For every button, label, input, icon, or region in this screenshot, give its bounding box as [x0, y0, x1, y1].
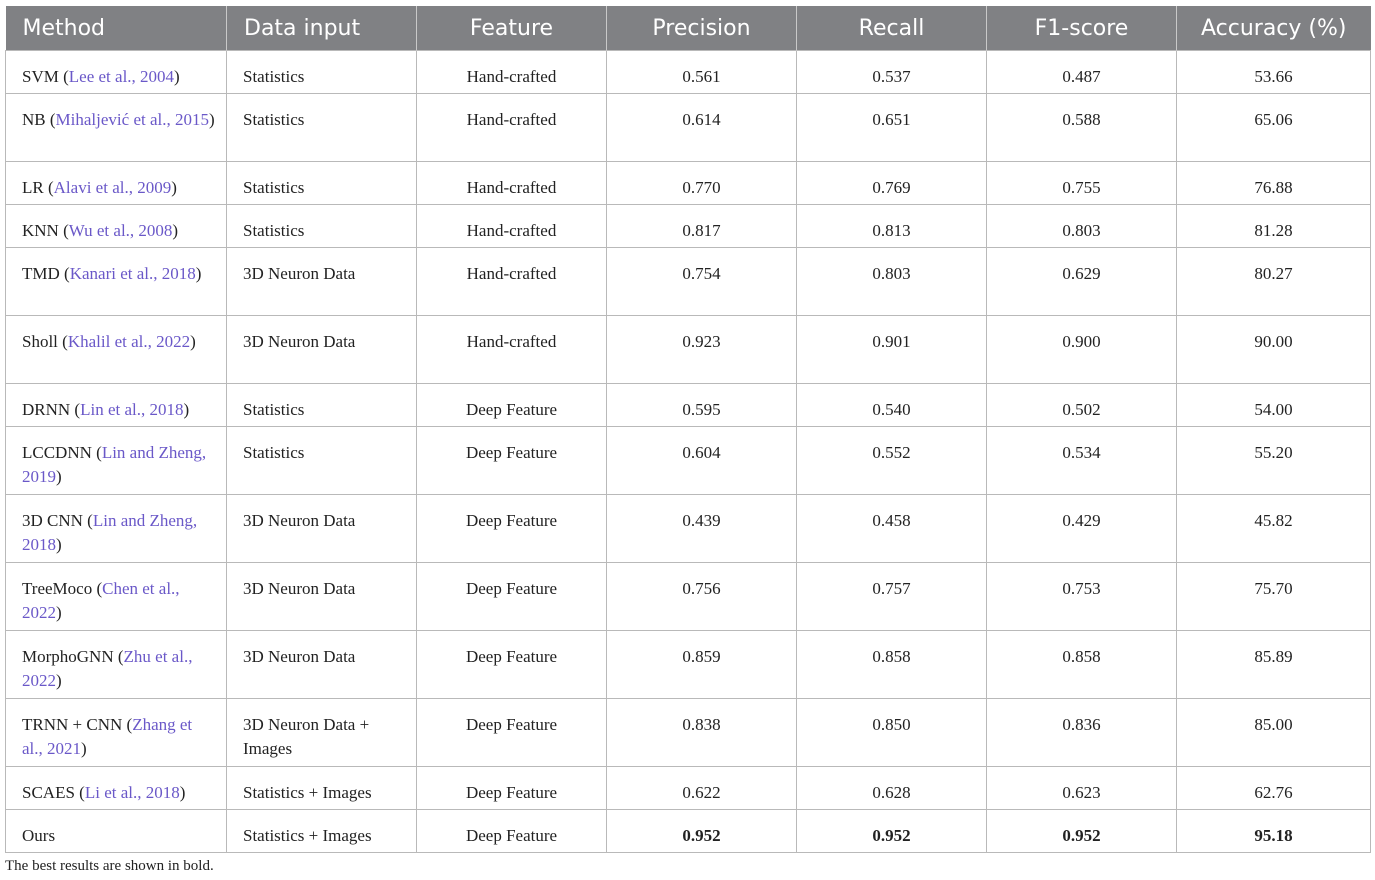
- table-row: [6, 427, 1371, 495]
- method-cell: TMD (Kanari et al., 2018): [6, 248, 227, 316]
- accuracy-cell: 53.66: [1177, 51, 1371, 94]
- method-name: TreeMoco: [22, 579, 93, 598]
- precision-cell: 0.439: [607, 495, 797, 563]
- table-row: [6, 51, 1371, 94]
- f1-score-cell: 0.629: [987, 248, 1177, 316]
- feature-cell: Deep Feature: [417, 631, 607, 699]
- recall-cell: 0.901: [797, 316, 987, 384]
- feature-cell: Deep Feature: [417, 767, 607, 810]
- f1-score-cell: 0.487: [987, 51, 1177, 94]
- precision-cell: 0.817: [607, 205, 797, 248]
- data-input-cell: 3D Neuron Data + Images: [227, 699, 417, 767]
- data-input-cell: 3D Neuron Data: [227, 495, 417, 563]
- method-cell: TreeMoco (Chen et al., 2022): [6, 563, 227, 631]
- precision-cell: 0.923: [607, 316, 797, 384]
- method-cell: [6, 810, 227, 853]
- results-table: [5, 6, 1371, 853]
- table-row: [6, 205, 1371, 248]
- recall-cell: 0.858: [797, 631, 987, 699]
- precision-cell: 0.952: [607, 810, 797, 853]
- precision-cell: 0.754: [607, 248, 797, 316]
- method-cell: KNN (Wu et al., 2008): [6, 205, 227, 248]
- recall-cell: 0.628: [797, 767, 987, 810]
- feature-cell: Deep Feature: [417, 384, 607, 427]
- feature-cell: Hand-crafted: [417, 51, 607, 94]
- recall-cell: 0.651: [797, 94, 987, 162]
- method-cell: TRNN + CNN (Zhang et al., 2021): [6, 699, 227, 767]
- table-row: [6, 495, 1371, 563]
- f1-score-cell: 0.623: [987, 767, 1177, 810]
- citation-link[interactable]: Khalil et al., 2022: [67, 332, 191, 351]
- accuracy-cell: 65.06: [1177, 94, 1371, 162]
- citation-link[interactable]: Alavi et al., 2009: [53, 178, 172, 197]
- precision-cell: 0.561: [607, 51, 797, 94]
- feature-cell: Deep Feature: [417, 427, 607, 495]
- recall-cell: 0.952: [797, 810, 987, 853]
- recall-cell: 0.850: [797, 699, 987, 767]
- citation-link[interactable]: Zhang et al., 2021: [22, 715, 193, 758]
- data-input-cell: Statistics: [227, 427, 417, 495]
- feature-cell: Hand-crafted: [417, 316, 607, 384]
- data-input-cell: Statistics: [227, 94, 417, 162]
- recall-cell: 0.803: [797, 248, 987, 316]
- accuracy-cell: 55.20: [1177, 427, 1371, 495]
- precision-cell: 0.595: [607, 384, 797, 427]
- precision-cell: 0.622: [607, 767, 797, 810]
- f1-score-cell: 0.429: [987, 495, 1177, 563]
- table-row: [6, 384, 1371, 427]
- header-recall: Recall: [797, 6, 987, 51]
- precision-cell: 0.604: [607, 427, 797, 495]
- header-data-input: Data input: [227, 6, 417, 51]
- accuracy-cell: 85.00: [1177, 699, 1371, 767]
- table-footnote: The best results are shown in bold.: [5, 858, 214, 874]
- data-input-cell: Statistics + Images: [227, 767, 417, 810]
- table-row: [6, 767, 1371, 810]
- method-cell: SCAES (Li et al., 2018): [6, 767, 227, 810]
- table-row: [6, 248, 1371, 316]
- recall-cell: 0.458: [797, 495, 987, 563]
- method-cell: LCCDNN (Lin and Zheng, 2019): [6, 427, 227, 495]
- accuracy-cell: 45.82: [1177, 495, 1371, 563]
- citation-link[interactable]: Wu et al., 2008: [68, 221, 173, 240]
- accuracy-cell: 76.88: [1177, 162, 1371, 205]
- accuracy-cell: 80.27: [1177, 248, 1371, 316]
- feature-cell: Deep Feature: [417, 563, 607, 631]
- method-name: MorphoGNN: [22, 647, 114, 666]
- accuracy-cell: 81.28: [1177, 205, 1371, 248]
- header-feature: Feature: [417, 6, 607, 51]
- citation-link[interactable]: Li et al., 2018: [84, 783, 180, 802]
- f1-score-cell: 0.900: [987, 316, 1177, 384]
- citation-link[interactable]: Lin and Zheng, 2018: [22, 511, 198, 554]
- feature-cell: Deep Feature: [417, 699, 607, 767]
- data-input-cell: Statistics: [227, 384, 417, 427]
- feature-cell: Deep Feature: [417, 495, 607, 563]
- f1-score-cell: 0.534: [987, 427, 1177, 495]
- recall-cell: 0.757: [797, 563, 987, 631]
- header-accuracy: Accuracy (%): [1177, 6, 1371, 51]
- accuracy-cell: 85.89: [1177, 631, 1371, 699]
- data-input-cell: 3D Neuron Data: [227, 316, 417, 384]
- feature-cell: Deep Feature: [417, 810, 607, 853]
- method-cell: DRNN (Lin et al., 2018): [6, 384, 227, 427]
- method-name: LR: [22, 178, 44, 197]
- header-precision: Precision: [607, 6, 797, 51]
- table-row: [6, 699, 1371, 767]
- recall-cell: 0.537: [797, 51, 987, 94]
- citation-link[interactable]: Mihaljević et al., 2015: [55, 110, 209, 129]
- f1-score-cell: 0.502: [987, 384, 1177, 427]
- recall-cell: 0.552: [797, 427, 987, 495]
- method-name: LCCDNN: [22, 443, 92, 462]
- method-name: DRNN: [22, 400, 71, 419]
- header-method: Method: [6, 6, 227, 51]
- accuracy-cell: 75.70: [1177, 563, 1371, 631]
- recall-cell: 0.540: [797, 384, 987, 427]
- method-cell: SVM (Lee et al., 2004): [6, 51, 227, 94]
- data-input-cell: 3D Neuron Data: [227, 563, 417, 631]
- citation-link[interactable]: Kanari et al., 2018: [69, 264, 196, 283]
- data-input-cell: Statistics: [227, 205, 417, 248]
- table-row: [6, 631, 1371, 699]
- citation-link[interactable]: Lee et al., 2004: [68, 67, 175, 86]
- feature-cell: Hand-crafted: [417, 205, 607, 248]
- table-row: [6, 810, 1371, 853]
- method-name: Sholl: [22, 332, 58, 351]
- method-name: TRNN + CNN: [22, 715, 123, 734]
- feature-cell: Hand-crafted: [417, 162, 607, 205]
- feature-cell: Hand-crafted: [417, 248, 607, 316]
- method-name: NB: [22, 110, 46, 129]
- method-cell: Sholl (Khalil et al., 2022): [6, 316, 227, 384]
- f1-score-cell: 0.588: [987, 94, 1177, 162]
- data-input-cell: Statistics: [227, 51, 417, 94]
- f1-score-cell: 0.858: [987, 631, 1177, 699]
- data-input-cell: Statistics + Images: [227, 810, 417, 853]
- data-input-cell: 3D Neuron Data: [227, 248, 417, 316]
- citation-link[interactable]: Zhu et al., 2022: [22, 647, 193, 690]
- precision-cell: 0.838: [607, 699, 797, 767]
- table-row: [6, 162, 1371, 205]
- method-name: Ours: [22, 826, 56, 845]
- accuracy-cell: 90.00: [1177, 316, 1371, 384]
- table-row: [6, 563, 1371, 631]
- accuracy-cell: 62.76: [1177, 767, 1371, 810]
- method-name: SCAES: [22, 783, 75, 802]
- table-row: [6, 94, 1371, 162]
- precision-cell: 0.770: [607, 162, 797, 205]
- method-name: TMD: [22, 264, 60, 283]
- method-cell: LR (Alavi et al., 2009): [6, 162, 227, 205]
- f1-score-cell: 0.753: [987, 563, 1177, 631]
- f1-score-cell: 0.803: [987, 205, 1177, 248]
- feature-cell: Hand-crafted: [417, 94, 607, 162]
- f1-score-cell: 0.836: [987, 699, 1177, 767]
- method-cell: 3D CNN (Lin and Zheng, 2018): [6, 495, 227, 563]
- method-name: 3D CNN: [22, 511, 83, 530]
- precision-cell: 0.859: [607, 631, 797, 699]
- table-header-row: [6, 6, 1371, 51]
- method-name: KNN: [22, 221, 59, 240]
- recall-cell: 0.769: [797, 162, 987, 205]
- accuracy-cell: 54.00: [1177, 384, 1371, 427]
- f1-score-cell: 0.755: [987, 162, 1177, 205]
- table-row: [6, 316, 1371, 384]
- precision-cell: 0.614: [607, 94, 797, 162]
- precision-cell: 0.756: [607, 563, 797, 631]
- data-input-cell: 3D Neuron Data: [227, 631, 417, 699]
- method-cell: NB (Mihaljević et al., 2015): [6, 94, 227, 162]
- citation-link[interactable]: Chen et al., 2022: [22, 579, 180, 622]
- f1-score-cell: 0.952: [987, 810, 1177, 853]
- header-f1-score: F1-score: [987, 6, 1177, 51]
- citation-link[interactable]: Lin et al., 2018: [80, 400, 184, 419]
- method-name: SVM: [22, 67, 59, 86]
- citation-link[interactable]: Lin and Zheng, 2019: [22, 443, 207, 486]
- recall-cell: 0.813: [797, 205, 987, 248]
- accuracy-cell: 95.18: [1177, 810, 1371, 853]
- data-input-cell: Statistics: [227, 162, 417, 205]
- method-cell: MorphoGNN (Zhu et al., 2022): [6, 631, 227, 699]
